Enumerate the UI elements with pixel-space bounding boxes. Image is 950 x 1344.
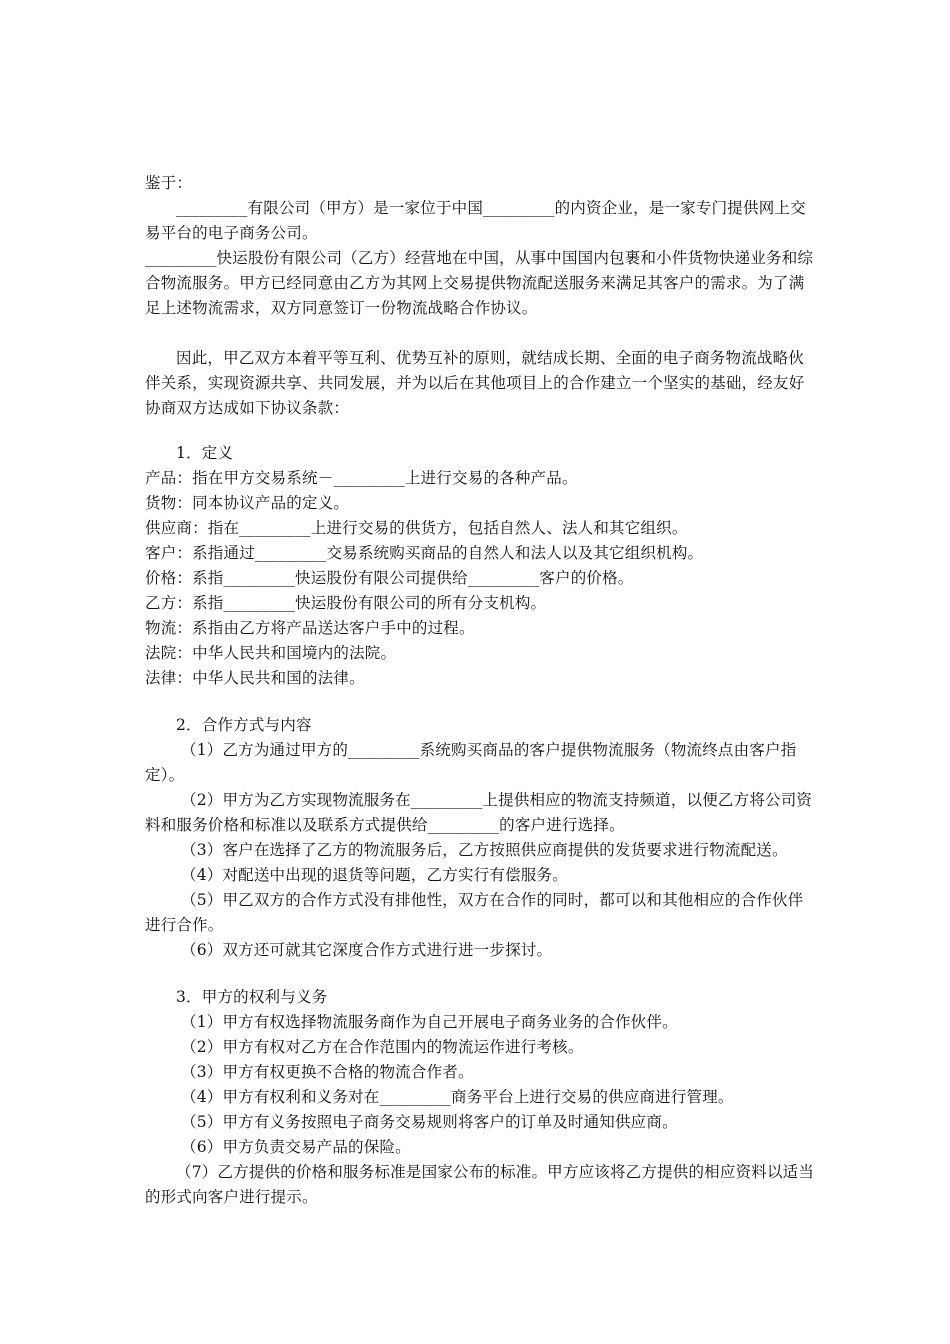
rights-item: （2）甲方有权对乙方在合作范围内的物流运作进行考核。 [181,1038,584,1056]
section-3-title: 3．甲方的权利与义务 [176,988,328,1006]
section-1-title: 1．定义 [176,444,234,462]
cooperation-item: （3）客户在选择了乙方的物流服务后，乙方按照供应商提供的发货要求进行物流配送。 [181,841,788,859]
cooperation-item: （1）乙方为通过甲方的_________系统购买商品的客户提供物流服务（物流终点由客户指定）。 [145,741,797,784]
preamble-section [145,171,815,421]
definition-item: 法院：中华人民共和国境内的法院。 [145,644,397,662]
definition-item: 产品：指在甲方交易系统－_________上进行交易的各种产品。 [145,469,578,487]
section-2-title: 2．合作方式与内容 [176,716,312,734]
definition-item: 价格：系指_________快运股份有限公司提供给_________客户的价格。 [145,569,634,587]
definition-item: 乙方：系指_________快运股份有限公司的所有分支机构。 [145,594,547,612]
cooperation-item: （2）甲方为乙方实现物流服务在_________上提供相应的物流支持频道，以便乙方将公司资料和服务价格和标准以及联系方式提供给_________的客户进行选择。 [145,791,813,834]
section-party-a-rights [145,985,815,1210]
definition-item: 货物：同本协议产品的定义。 [145,494,350,512]
rights-item: （3）甲方有权更换不合格的物流合作者。 [181,1063,474,1081]
rights-item: （6）甲方负责交易产品的保险。 [181,1138,411,1156]
cooperation-item: （4）对配送中出现的退货等问题，乙方实行有偿服务。 [181,866,568,884]
rights-item: （4）甲方有权利和义务对在_________商务平台上进行交易的供应商进行管理。 [181,1088,734,1106]
preamble-party-a: _________有限公司（甲方）是一家位于中国_________的内资企业，是一家专门提供网上交易平台的电子商务公司。 [145,199,806,242]
section-cooperation [145,713,815,963]
preamble-party-b: _________快运股份有限公司（乙方）经营地在中国，从事中国国内包裹和小件货物快递业务和综合物流服务。甲方已经同意由乙方为其网上交易提供物流配送服务来满足其客户的需求。为了满足上述物流需求，双方同意签订一份物流战略合作协议。 [145,249,814,317]
rights-item: （5）甲方有义务按照电子商务交易规则将客户的订单及时通知供应商。 [181,1113,678,1131]
cooperation-item: （6）双方还可就其它深度合作方式进行进一步探讨。 [181,941,553,959]
definition-item: 客户：系指通过_________交易系统购买商品的自然人和法人以及其它组织机构。 [145,544,704,562]
cooperation-item: （5）甲乙双方的合作方式没有排他性，双方在合作的同时，都可以和其他相应的合作伙伴进行合作。 [145,891,804,934]
definition-item: 法律：中华人民共和国的法律。 [145,669,365,687]
rights-item: （7）乙方提供的价格和服务标准是国家公布的标准。甲方应该将乙方提供的相应资料以适当的形式向客户进行提示。 [145,1163,815,1206]
definition-item: 物流：系指由乙方将产品送达客户手中的过程。 [145,619,475,637]
section-definitions [145,441,815,691]
intro-paragraph: 因此，甲乙双方本着平等互利、优势互补的原则，就结成长期、全面的电子商务物流战略伙伴关系，实现资源共享、共同发展，并为以后在其他项目上的合作建立一个坚实的基础，经友好协商双方达成如下协议条款： [145,349,805,417]
preamble-heading: 鉴于： [145,174,193,192]
rights-item: （1）甲方有权选择物流服务商作为自己开展电子商务业务的合作伙伴。 [181,1013,678,1031]
definition-item: 供应商：指在_________上进行交易的供货方，包括自然人、法人和其它组织。 [145,519,688,537]
